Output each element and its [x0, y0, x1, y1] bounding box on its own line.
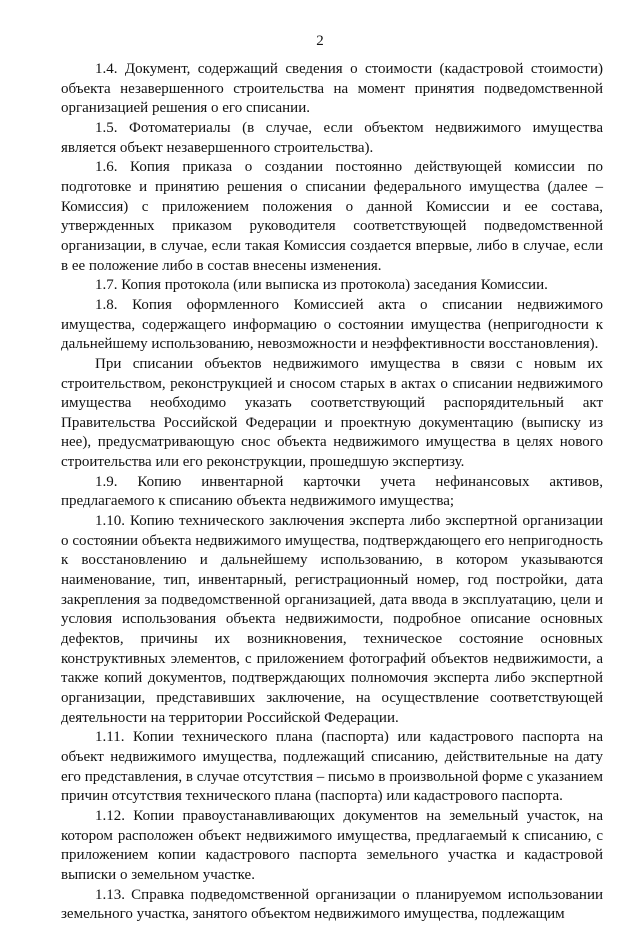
paragraph-1-8: 1.8. Копия оформленного Комиссией акта о списании недвижимого имущества, содержащего информацию о состоянии имущества (непригодности к дальнейшему использованию, невозможности и неэффективности восстановления). — [61, 296, 603, 353]
paragraph-demolition-note: При списании объектов недвижимого имущества в связи с новым их строительством, реконструкцией и сносом старых в актах о списании недвижимого имущества необходимо указать соответствующий распорядительный акт Правительства Российской Федерации и проектную документацию (выписку из нее), предусматривающую снос объекта недвижимого имущества в целях нового строительства или его реконструкции, прошедшую экспертизу. — [61, 355, 603, 471]
paragraph-1-12: 1.12. Копии правоустанавливающих документов на земельный участок, на котором расположен объект недвижимого имущества, предлагаемый к списанию, с приложением копии кадастрового паспорта земельного участка и кадастровой выписки о земельном участке. — [61, 807, 603, 883]
page-number: 2 — [316, 33, 324, 49]
document-body — [61, 60, 603, 925]
paragraph-1-5: 1.5. Фотоматериалы (в случае, если объектом недвижимого имущества является объект незавершенного строительства). — [61, 119, 603, 156]
paragraph-1-11: 1.11. Копии технического плана (паспорта) или кадастрового паспорта на объект недвижимого имущества, подлежащий списанию, действительные на дату его представления, в случае отсутствия – письмо в произвольной форме с указанием причин отсутствия технического плана (паспорта) или кадастрового паспорта. — [61, 729, 603, 805]
paragraph-1-4: 1.4. Документ, содержащий сведения о стоимости (кадастровой стоимости) объекта незавершенного строительства на момент принятия подведомственной организацией решения о его списании. — [61, 61, 603, 117]
paragraph-1-13: 1.13. Справка подведомственной организации о планируемом использовании земельного участка, занятого объектом недвижимого имущества, подлежащим — [61, 886, 603, 923]
paragraph-1-9: 1.9. Копию инвентарной карточки учета нефинансовых активов, предлагаемого к списанию объекта недвижимого имущества; — [61, 473, 603, 510]
paragraph-1-10: 1.10. Копию технического заключения эксперта либо экспертной организации о состоянии объекта недвижимого имущества, подтверждающего его непригодность к восстановлению и дальнейшему использованию, в котором указываются наименование, тип, инвентарный, регистрационный номер, год постройки, дата закрепления за подведомственной организацией, дата ввода в эксплуатацию, цели и условия использования объекта недвижимости, подробное описание основных дефектов, причины их возникновения, техническое состояние основных конструктивных элементов, с приложением фотографий объектов недвижимости, а также копий документов, подтверждающих полномочия эксперта либо экспертной организации, представивших заключение, на осуществление соответствующей деятельности на территории Российской Федерации. — [61, 513, 603, 726]
paragraph-1-6: 1.6. Копия приказа о создании постоянно действующей комиссии по подготовке и принятию решения о списании федерального имущества (далее – Комиссия) с приложением положения о данной Комиссии и ее состава, утвержденных приказом руководителя соответствующей подведомственной организации, в случае, если такая Комиссия создается впервые, либо в случае, если в ее положение либо в состав внесены изменения. — [61, 159, 603, 274]
paragraph-1-7: 1.7. Копия протокола (или выписка из протокола) заседания Комиссии. — [95, 277, 548, 294]
